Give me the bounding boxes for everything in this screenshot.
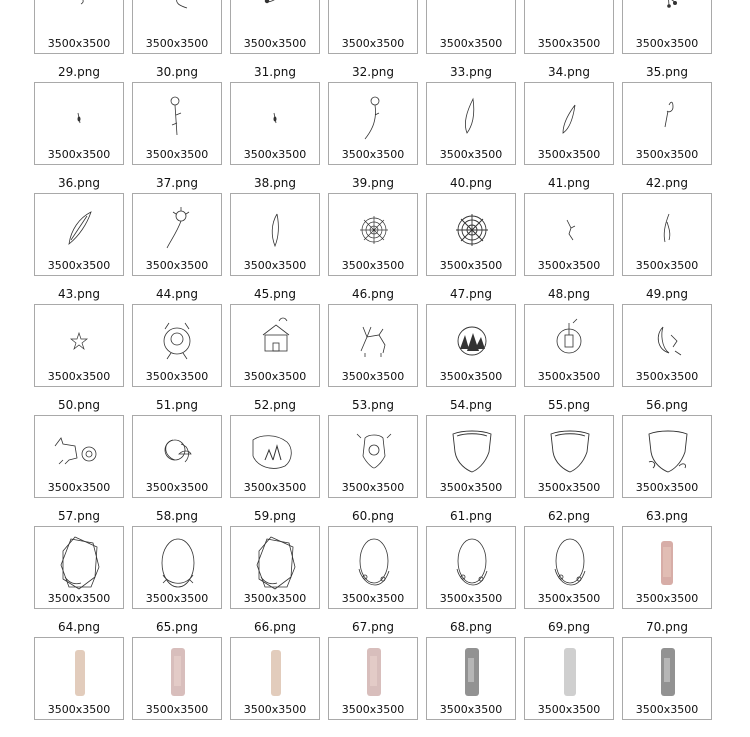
file-thumbnail-item[interactable] [230,637,320,737]
thumbnail-preview[interactable] [524,304,614,387]
thumbnail-preview[interactable] [34,415,124,498]
file-thumbnail-item[interactable] [34,304,124,412]
file-thumbnail-item[interactable] [34,637,124,737]
file-thumbnail-item[interactable] [426,526,516,634]
thumbnail-preview[interactable] [622,304,712,387]
file-thumbnail-item[interactable] [328,415,418,523]
file-thumbnail-item[interactable] [230,304,320,412]
thumbnail-preview[interactable] [230,0,320,54]
thumbnail-preview[interactable] [132,637,222,720]
image-dimensions-label: 3500x3500 [243,481,307,494]
file-name-label[interactable]: 64.png [58,620,100,634]
file-thumbnail-item[interactable] [426,193,516,301]
image-dimensions-label: 3500x3500 [47,259,111,272]
image-dimensions-label: 3500x3500 [243,37,307,50]
image-dimensions-label: 3500x3500 [635,370,699,383]
file-name-label[interactable]: 32.png [352,65,394,79]
file-name-label[interactable]: 62.png [548,509,590,523]
file-name-label[interactable]: 42.png [646,176,688,190]
file-name-label[interactable]: 67.png [352,620,394,634]
thumbnail-preview[interactable] [34,82,124,165]
file-name-label[interactable]: 38.png [254,176,296,190]
file-thumbnail-item[interactable] [622,0,712,79]
thumbnail-preview[interactable] [524,415,614,498]
file-name-label[interactable]: 40.png [450,176,492,190]
image-dimensions-label: 3500x3500 [145,259,209,272]
file-name-label[interactable]: 54.png [450,398,492,412]
file-thumbnail-item[interactable] [426,82,516,190]
thumbnail-preview[interactable] [426,415,516,498]
file-name-label[interactable]: 31.png [254,65,296,79]
image-dimensions-label: 3500x3500 [47,148,111,161]
thumbnail-preview[interactable] [426,193,516,276]
file-name-label[interactable]: 59.png [254,509,296,523]
image-dimensions-label: 3500x3500 [145,481,209,494]
file-name-label[interactable]: 58.png [156,509,198,523]
file-name-label[interactable]: 69.png [548,620,590,634]
file-name-label[interactable]: 66.png [254,620,296,634]
file-thumbnail-item[interactable] [230,0,320,79]
file-thumbnail-item[interactable] [230,193,320,301]
thumbnail-preview[interactable] [328,193,418,276]
file-thumbnail-item[interactable] [132,304,222,412]
image-dimensions-label: 3500x3500 [341,37,405,50]
file-name-label[interactable]: 29.png [58,65,100,79]
thumbnail-preview[interactable] [622,415,712,498]
image-dimensions-label: 3500x3500 [439,592,503,605]
thumbnail-preview[interactable] [328,0,418,54]
file-thumbnail-item[interactable] [34,82,124,190]
file-name-label[interactable]: 56.png [646,398,688,412]
thumbnail-preview[interactable] [230,193,320,276]
image-dimensions-label: 3500x3500 [145,148,209,161]
image-dimensions-label: 3500x3500 [537,481,601,494]
file-name-label[interactable]: 65.png [156,620,198,634]
file-thumbnail-item[interactable] [132,0,222,79]
image-dimensions-label: 3500x3500 [47,592,111,605]
file-thumbnail-item[interactable] [622,304,712,412]
image-dimensions-label: 3500x3500 [439,37,503,50]
file-thumbnail-item[interactable] [622,526,712,634]
file-thumbnail-item[interactable] [524,0,614,79]
file-name-label[interactable]: 43.png [58,287,100,301]
thumbnail-preview[interactable] [230,82,320,165]
image-dimensions-label: 3500x3500 [635,481,699,494]
file-thumbnail-item[interactable] [328,82,418,190]
image-dimensions-label: 3500x3500 [439,370,503,383]
image-dimensions-label: 3500x3500 [243,703,307,716]
file-name-label[interactable]: 30.png [156,65,198,79]
file-name-label[interactable]: 68.png [450,620,492,634]
file-name-label[interactable]: 37.png [156,176,198,190]
image-dimensions-label: 3500x3500 [341,370,405,383]
thumbnail-preview[interactable] [328,82,418,165]
file-thumbnail-item[interactable] [524,526,614,634]
image-dimensions-label: 3500x3500 [47,37,111,50]
file-name-label[interactable]: 34.png [548,65,590,79]
image-dimensions-label: 3500x3500 [145,592,209,605]
file-thumbnail-item[interactable] [34,193,124,301]
thumbnail-preview[interactable] [230,526,320,609]
thumbnail-preview[interactable] [132,304,222,387]
image-dimensions-label: 3500x3500 [537,703,601,716]
thumbnail-preview[interactable] [524,193,614,276]
file-name-label[interactable]: 44.png [156,287,198,301]
image-dimensions-label: 3500x3500 [635,259,699,272]
thumbnail-preview[interactable] [230,415,320,498]
file-thumbnail-item[interactable] [622,415,712,523]
file-name-label[interactable]: 57.png [58,509,100,523]
file-thumbnail-item[interactable] [132,526,222,634]
image-dimensions-label: 3500x3500 [635,592,699,605]
file-thumbnail-item[interactable] [230,415,320,523]
thumbnail-preview[interactable] [622,637,712,720]
file-name-label[interactable]: 70.png [646,620,688,634]
image-dimensions-label: 3500x3500 [537,592,601,605]
file-name-label[interactable]: 41.png [548,176,590,190]
image-dimensions-label: 3500x3500 [439,148,503,161]
thumbnail-preview[interactable] [132,82,222,165]
thumbnail-preview[interactable] [230,637,320,720]
file-name-label[interactable]: 48.png [548,287,590,301]
file-thumbnail-item[interactable] [328,526,418,634]
file-thumbnail-item[interactable] [132,637,222,737]
thumbnail-preview[interactable] [132,415,222,498]
image-dimensions-label: 3500x3500 [145,37,209,50]
image-dimensions-label: 3500x3500 [341,259,405,272]
file-name-label[interactable]: 46.png [352,287,394,301]
thumbnail-preview[interactable] [524,0,614,54]
file-name-label[interactable]: 53.png [352,398,394,412]
file-name-label[interactable]: 52.png [254,398,296,412]
file-name-label[interactable]: 45.png [254,287,296,301]
image-dimensions-label: 3500x3500 [341,148,405,161]
thumbnail-preview[interactable] [34,0,124,54]
image-dimensions-label: 3500x3500 [243,259,307,272]
file-name-label[interactable]: 49.png [646,287,688,301]
file-thumbnail-item[interactable] [132,415,222,523]
image-dimensions-label: 3500x3500 [341,592,405,605]
thumbnail-preview[interactable] [132,193,222,276]
image-dimensions-label: 3500x3500 [341,481,405,494]
file-thumbnail-item[interactable] [426,637,516,737]
thumbnail-preview[interactable] [426,304,516,387]
thumbnail-preview[interactable] [524,637,614,720]
image-dimensions-label: 3500x3500 [635,37,699,50]
file-thumbnail-item[interactable] [622,637,712,737]
file-name-label[interactable]: 50.png [58,398,100,412]
image-dimensions-label: 3500x3500 [635,148,699,161]
file-thumbnail-item[interactable] [132,193,222,301]
thumbnail-preview[interactable] [328,415,418,498]
image-dimensions-label: 3500x3500 [243,148,307,161]
file-thumbnail-item[interactable] [524,193,614,301]
thumbnail-preview[interactable] [622,0,712,54]
file-name-label[interactable]: 33.png [450,65,492,79]
file-thumbnail-item[interactable] [426,415,516,523]
image-dimensions-label: 3500x3500 [537,37,601,50]
file-name-label[interactable]: 60.png [352,509,394,523]
image-dimensions-label: 3500x3500 [145,370,209,383]
file-thumbnail-item[interactable] [230,82,320,190]
file-thumbnail-item[interactable] [34,0,124,79]
file-name-label[interactable]: 63.png [646,509,688,523]
file-name-label[interactable]: 35.png [646,65,688,79]
thumbnail-preview[interactable] [34,193,124,276]
image-dimensions-label: 3500x3500 [439,481,503,494]
thumbnail-preview[interactable] [524,82,614,165]
thumbnail-preview[interactable] [426,0,516,54]
thumbnail-preview[interactable] [328,304,418,387]
image-dimensions-label: 3500x3500 [145,703,209,716]
image-dimensions-label: 3500x3500 [537,259,601,272]
file-thumbnail-item[interactable] [328,193,418,301]
file-thumbnail-item[interactable] [524,415,614,523]
thumbnail-preview[interactable] [524,526,614,609]
file-thumbnail-item[interactable] [230,526,320,634]
file-thumbnail-item[interactable] [34,415,124,523]
image-dimensions-label: 3500x3500 [47,370,111,383]
file-name-label[interactable]: 51.png [156,398,198,412]
file-thumbnail-item[interactable] [524,82,614,190]
thumbnail-preview[interactable] [34,637,124,720]
image-dimensions-label: 3500x3500 [47,703,111,716]
image-dimensions-label: 3500x3500 [635,703,699,716]
file-thumbnail-item[interactable] [524,304,614,412]
thumbnail-preview[interactable] [426,526,516,609]
file-thumbnail-item[interactable] [426,0,516,79]
image-dimensions-label: 3500x3500 [243,592,307,605]
file-name-label[interactable]: 47.png [450,287,492,301]
thumbnail-preview[interactable] [328,637,418,720]
file-thumbnail-item[interactable] [34,526,124,634]
thumbnail-preview[interactable] [622,526,712,609]
file-thumbnail-item[interactable] [426,304,516,412]
thumbnail-preview[interactable] [622,193,712,276]
image-dimensions-label: 3500x3500 [243,370,307,383]
thumbnail-preview[interactable] [426,637,516,720]
file-thumbnail-item[interactable] [328,304,418,412]
file-thumbnail-item[interactable] [132,82,222,190]
thumbnail-preview[interactable] [132,526,222,609]
thumbnail-preview[interactable] [34,526,124,609]
file-thumbnail-item[interactable] [328,0,418,79]
image-dimensions-label: 3500x3500 [537,148,601,161]
thumbnail-preview[interactable] [132,0,222,54]
file-name-label[interactable]: 39.png [352,176,394,190]
image-dimensions-label: 3500x3500 [341,703,405,716]
file-name-label[interactable]: 36.png [58,176,100,190]
file-thumbnail-item[interactable] [524,637,614,737]
file-thumbnail-item[interactable] [328,637,418,737]
image-dimensions-label: 3500x3500 [439,259,503,272]
image-dimensions-label: 3500x3500 [47,481,111,494]
thumbnail-preview[interactable] [230,304,320,387]
thumbnail-preview[interactable] [426,82,516,165]
image-dimensions-label: 3500x3500 [537,370,601,383]
thumbnail-preview[interactable] [34,304,124,387]
file-name-label[interactable]: 55.png [548,398,590,412]
image-dimensions-label: 3500x3500 [439,703,503,716]
file-thumbnail-item[interactable] [622,193,712,301]
file-thumbnail-item[interactable] [622,82,712,190]
thumbnail-preview[interactable] [622,82,712,165]
file-name-label[interactable]: 61.png [450,509,492,523]
thumbnail-preview[interactable] [328,526,418,609]
